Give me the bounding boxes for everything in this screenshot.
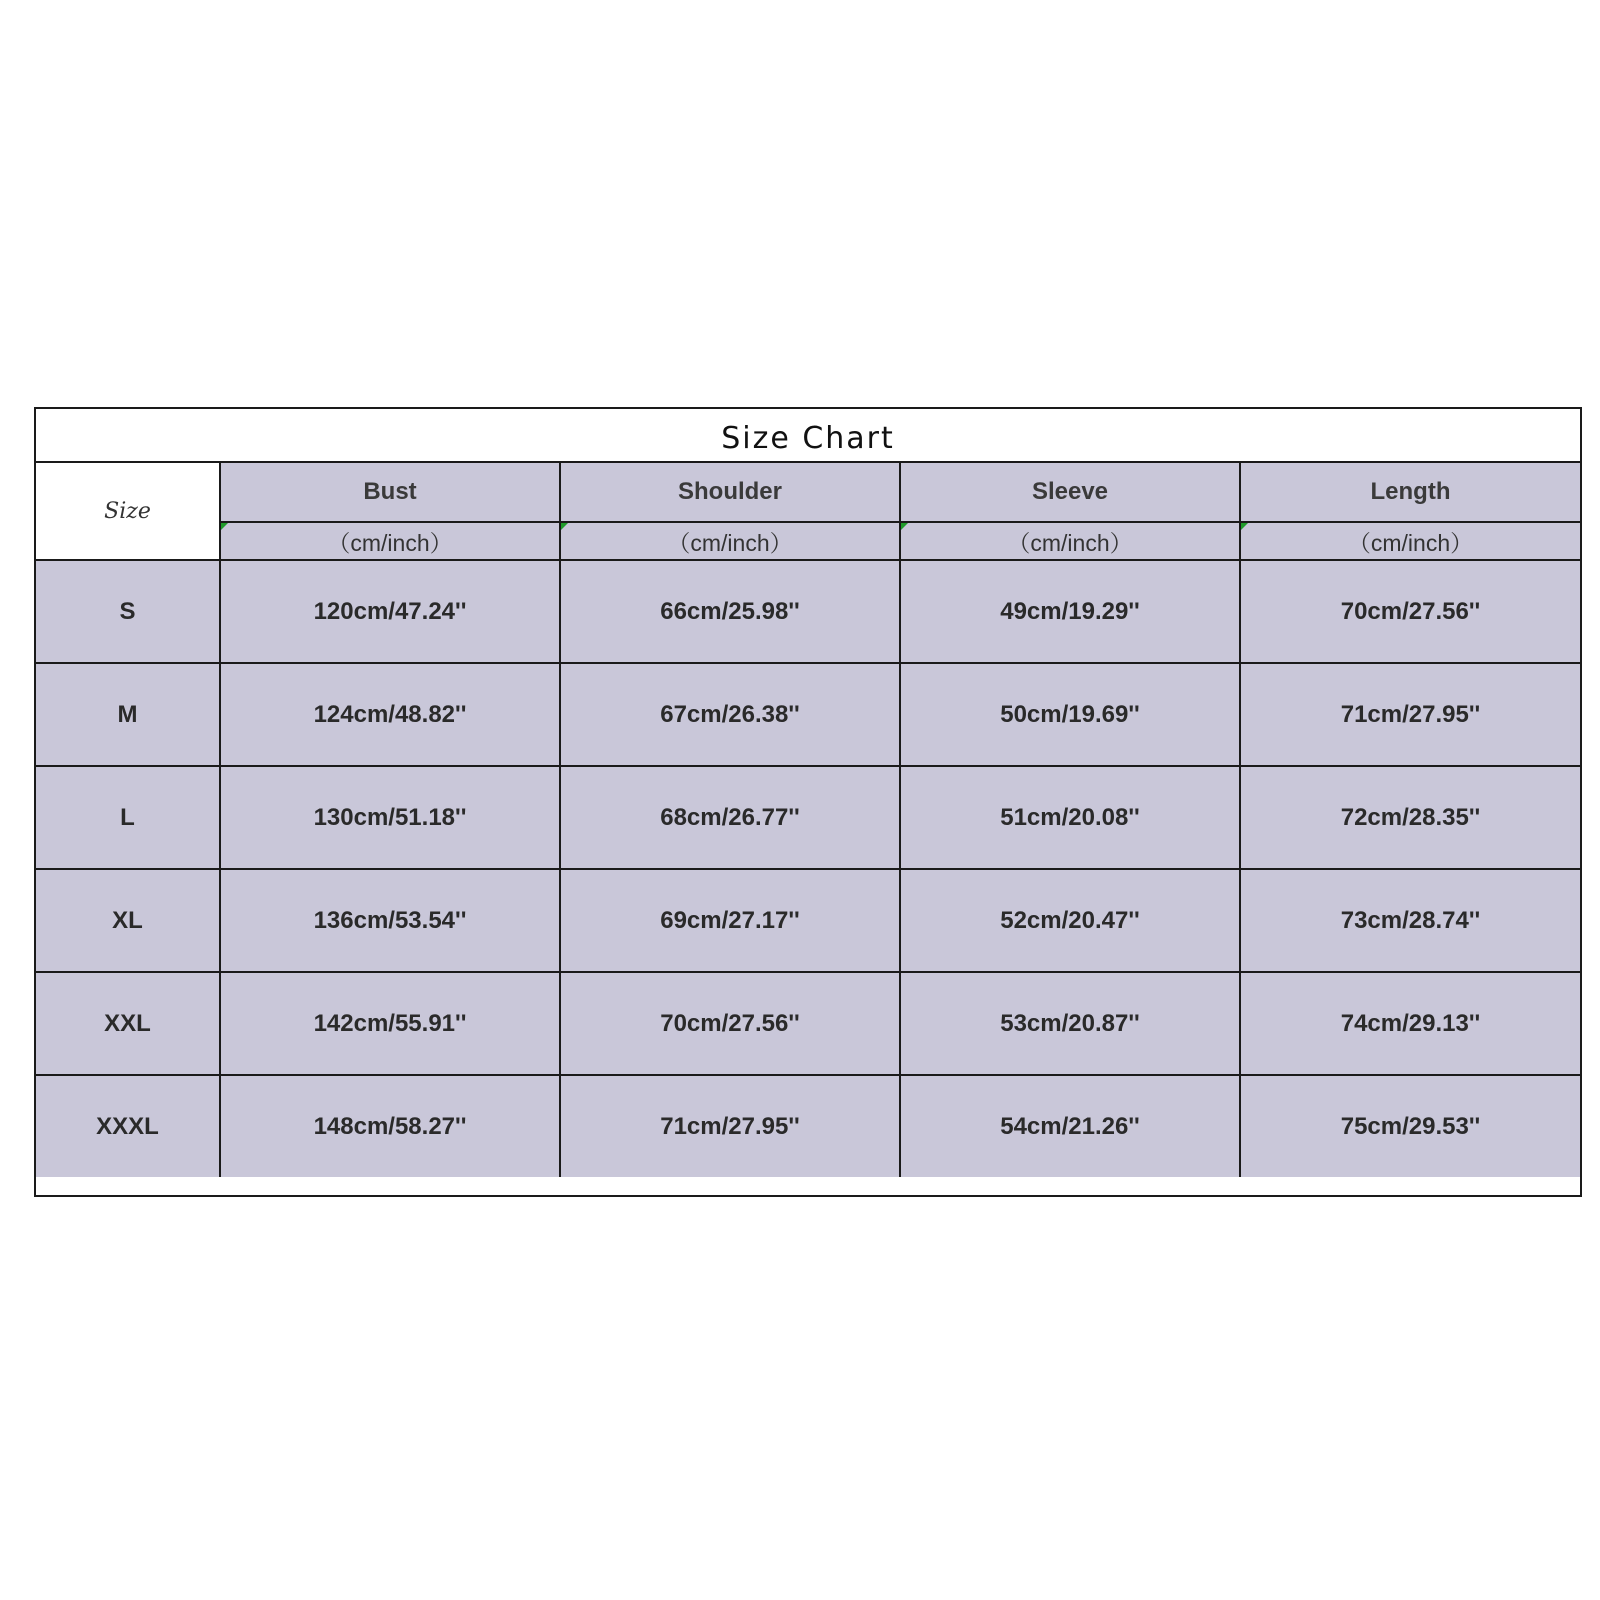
- unit-label-sleeve: （cm/inch）: [900, 522, 1240, 560]
- sleeve-cell: 51cm/20.08'': [900, 766, 1240, 869]
- bust-cell: 136cm/53.54'': [220, 869, 560, 972]
- column-header-length: Length: [1240, 463, 1580, 522]
- bust-cell: 130cm/51.18'': [220, 766, 560, 869]
- size-cell: L: [36, 766, 220, 869]
- sleeve-cell: 49cm/19.29'': [900, 560, 1240, 663]
- length-cell: 74cm/29.13'': [1240, 972, 1580, 1075]
- shoulder-cell: 69cm/27.17'': [560, 869, 900, 972]
- shoulder-cell: 70cm/27.56'': [560, 972, 900, 1075]
- table-row: [36, 869, 1580, 972]
- shoulder-cell: 66cm/25.98'': [560, 560, 900, 663]
- chart-title: Size Chart: [36, 409, 1580, 463]
- size-cell: S: [36, 560, 220, 663]
- length-cell: 72cm/28.35'': [1240, 766, 1580, 869]
- size-cell: M: [36, 663, 220, 766]
- corner-marker: [901, 523, 908, 530]
- sleeve-cell: 52cm/20.47'': [900, 869, 1240, 972]
- table-row: [36, 766, 1580, 869]
- table-row: [36, 560, 1580, 663]
- corner-marker: [221, 523, 228, 530]
- sleeve-cell: 50cm/19.69'': [900, 663, 1240, 766]
- length-cell: 70cm/27.56'': [1240, 560, 1580, 663]
- table-row: [36, 972, 1580, 1075]
- unit-label-shoulder: （cm/inch）: [560, 522, 900, 560]
- corner-marker: [561, 523, 568, 530]
- length-cell: 71cm/27.95'': [1240, 663, 1580, 766]
- size-table: [36, 463, 1580, 1177]
- shoulder-cell: 67cm/26.38'': [560, 663, 900, 766]
- bust-cell: 120cm/47.24'': [220, 560, 560, 663]
- shoulder-cell: 71cm/27.95'': [560, 1075, 900, 1177]
- bust-cell: 124cm/48.82'': [220, 663, 560, 766]
- bust-cell: 142cm/55.91'': [220, 972, 560, 1075]
- length-cell: 75cm/29.53'': [1240, 1075, 1580, 1177]
- unit-label-bust: （cm/inch）: [220, 522, 560, 560]
- size-cell: XXXL: [36, 1075, 220, 1177]
- column-header-bust: Bust: [220, 463, 560, 522]
- size-column-header: Size: [36, 463, 220, 560]
- size-cell: XXL: [36, 972, 220, 1075]
- column-header-shoulder: Shoulder: [560, 463, 900, 522]
- size-cell: XL: [36, 869, 220, 972]
- corner-marker: [1241, 523, 1248, 530]
- sleeve-cell: 53cm/20.87'': [900, 972, 1240, 1075]
- size-chart: [34, 407, 1582, 1197]
- unit-label-length: （cm/inch）: [1240, 522, 1580, 560]
- table-row: [36, 663, 1580, 766]
- length-cell: 73cm/28.74'': [1240, 869, 1580, 972]
- sleeve-cell: 54cm/21.26'': [900, 1075, 1240, 1177]
- column-header-sleeve: Sleeve: [900, 463, 1240, 522]
- bust-cell: 148cm/58.27'': [220, 1075, 560, 1177]
- shoulder-cell: 68cm/26.77'': [560, 766, 900, 869]
- table-row: [36, 1075, 1580, 1177]
